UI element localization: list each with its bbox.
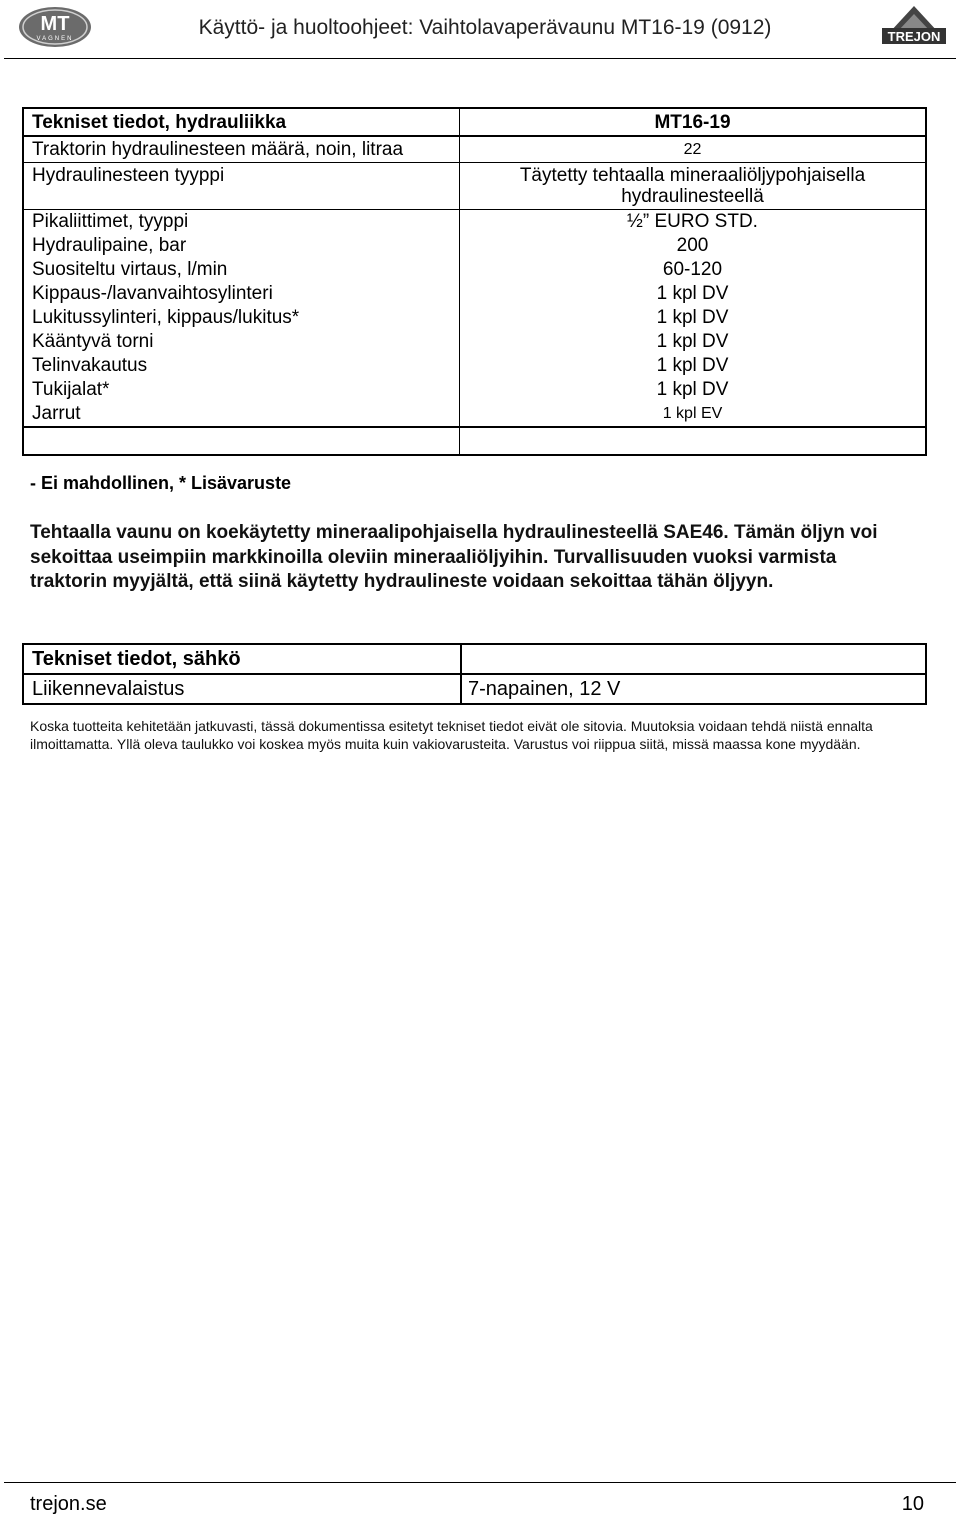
row-label: Hydraulinesteen tyyppi xyxy=(24,163,460,209)
row-value: 22 xyxy=(683,141,702,158)
table-header-row xyxy=(24,645,925,675)
header-divider xyxy=(4,58,956,59)
trejon-logo xyxy=(878,4,950,50)
row-label: Tukijalat* xyxy=(24,378,460,402)
row-label: Telinvakautus xyxy=(24,354,460,378)
page-number: 10 xyxy=(901,1493,924,1515)
mt-logo-subtext: VAGNEN xyxy=(36,36,74,42)
row-value: 1 kpl DV xyxy=(656,379,729,400)
footer-website: trejon.se xyxy=(30,1493,107,1515)
row-value: 1 kpl DV xyxy=(656,355,729,376)
row-label: Suositeltu virtaus, l/min xyxy=(24,258,460,282)
row-value: 1 kpl DV xyxy=(656,283,729,304)
table-row xyxy=(24,163,925,210)
footer-divider xyxy=(4,1482,956,1483)
hydraulic-oil-paragraph: Tehtaalla vaunu on koekäytetty mineraalipohjaisella hydraulinesteellä SAE46. Tämän öljyn voi sekoittaa useimpiin markkinoilla oleviin mineraaliöljyihin. Turvallisuuden vuoksi varmista traktorin myyjältä, että siinä käytetty hydraulineste voidaan sekoittaa tähän öljyyn. xyxy=(30,522,878,592)
row-label: Lukitussylinteri, kippaus/lukitus* xyxy=(24,306,460,330)
row-label: Hydraulipaine, bar xyxy=(24,234,460,258)
row-value: ½” EURO STD. xyxy=(627,211,758,232)
table-row xyxy=(24,330,925,354)
table-row xyxy=(24,210,925,234)
row-label: Traktorin hydraulinesteen määrä, noin, litraa xyxy=(24,137,460,162)
table-header-label: Tekniset tiedot, sähkö xyxy=(24,645,462,673)
row-label: Kippaus-/lavanvaihtosylinteri xyxy=(24,282,460,306)
row-value: 60-120 xyxy=(662,259,723,280)
page-header xyxy=(0,0,960,60)
row-value: 1 kpl DV xyxy=(656,331,729,352)
table-header-value xyxy=(462,645,925,673)
table-row xyxy=(24,258,925,282)
table-row xyxy=(24,354,925,378)
table-row xyxy=(24,282,925,306)
disclaimer-text: Koska tuotteita kehitetään jatkuvasti, tässä dokumentissa esitetyt tekniset tiedot eivät ole sitovia. Muutoksia voidaan tehdä niistä ennalta ilmoittamatta. Yllä oleva taulukko voi koskea myös muita kuin vakiovarusteita. Varustus voi riippua siitä, missä maassa kone myydään. xyxy=(30,718,873,752)
table-row xyxy=(24,675,925,703)
table-footnote: - Ei mahdollinen, * Lisävaruste xyxy=(30,473,292,493)
empty-cell xyxy=(24,428,460,454)
row-value: Täytetty tehtaalla mineraaliöljypohjaisella hydraulinesteellä xyxy=(519,165,866,207)
row-label: Liikennevalaistus xyxy=(24,675,462,703)
table-row xyxy=(24,137,925,163)
electrical-spec-table xyxy=(22,643,927,705)
table-row xyxy=(24,378,925,402)
row-value: 1 kpl EV xyxy=(662,405,723,422)
table-header-label: Tekniset tiedot, hydrauliikka xyxy=(24,109,460,135)
hydraulics-spec-table xyxy=(22,107,927,456)
row-label: Jarrut xyxy=(24,402,460,426)
row-label: Kääntyvä torni xyxy=(24,330,460,354)
mt-logo-text: MT xyxy=(40,13,70,35)
table-row xyxy=(24,306,925,330)
table-header-row xyxy=(24,109,925,137)
table-row xyxy=(24,402,925,428)
document-title: Käyttö- ja huoltoohjeet: Vaihtolavaperävaunu MT16-19 (0912) xyxy=(198,16,772,39)
row-value: 7-napainen, 12 V xyxy=(468,678,621,700)
row-value: 200 xyxy=(676,235,709,256)
table-header-model: MT16-19 xyxy=(654,112,731,133)
table-row xyxy=(24,234,925,258)
trejon-logo-text: TREJON xyxy=(887,29,941,44)
row-value: 1 kpl DV xyxy=(656,307,729,328)
row-label: Pikaliittimet, tyyppi xyxy=(24,210,460,234)
table-empty-row xyxy=(24,428,925,454)
empty-cell xyxy=(460,428,925,454)
